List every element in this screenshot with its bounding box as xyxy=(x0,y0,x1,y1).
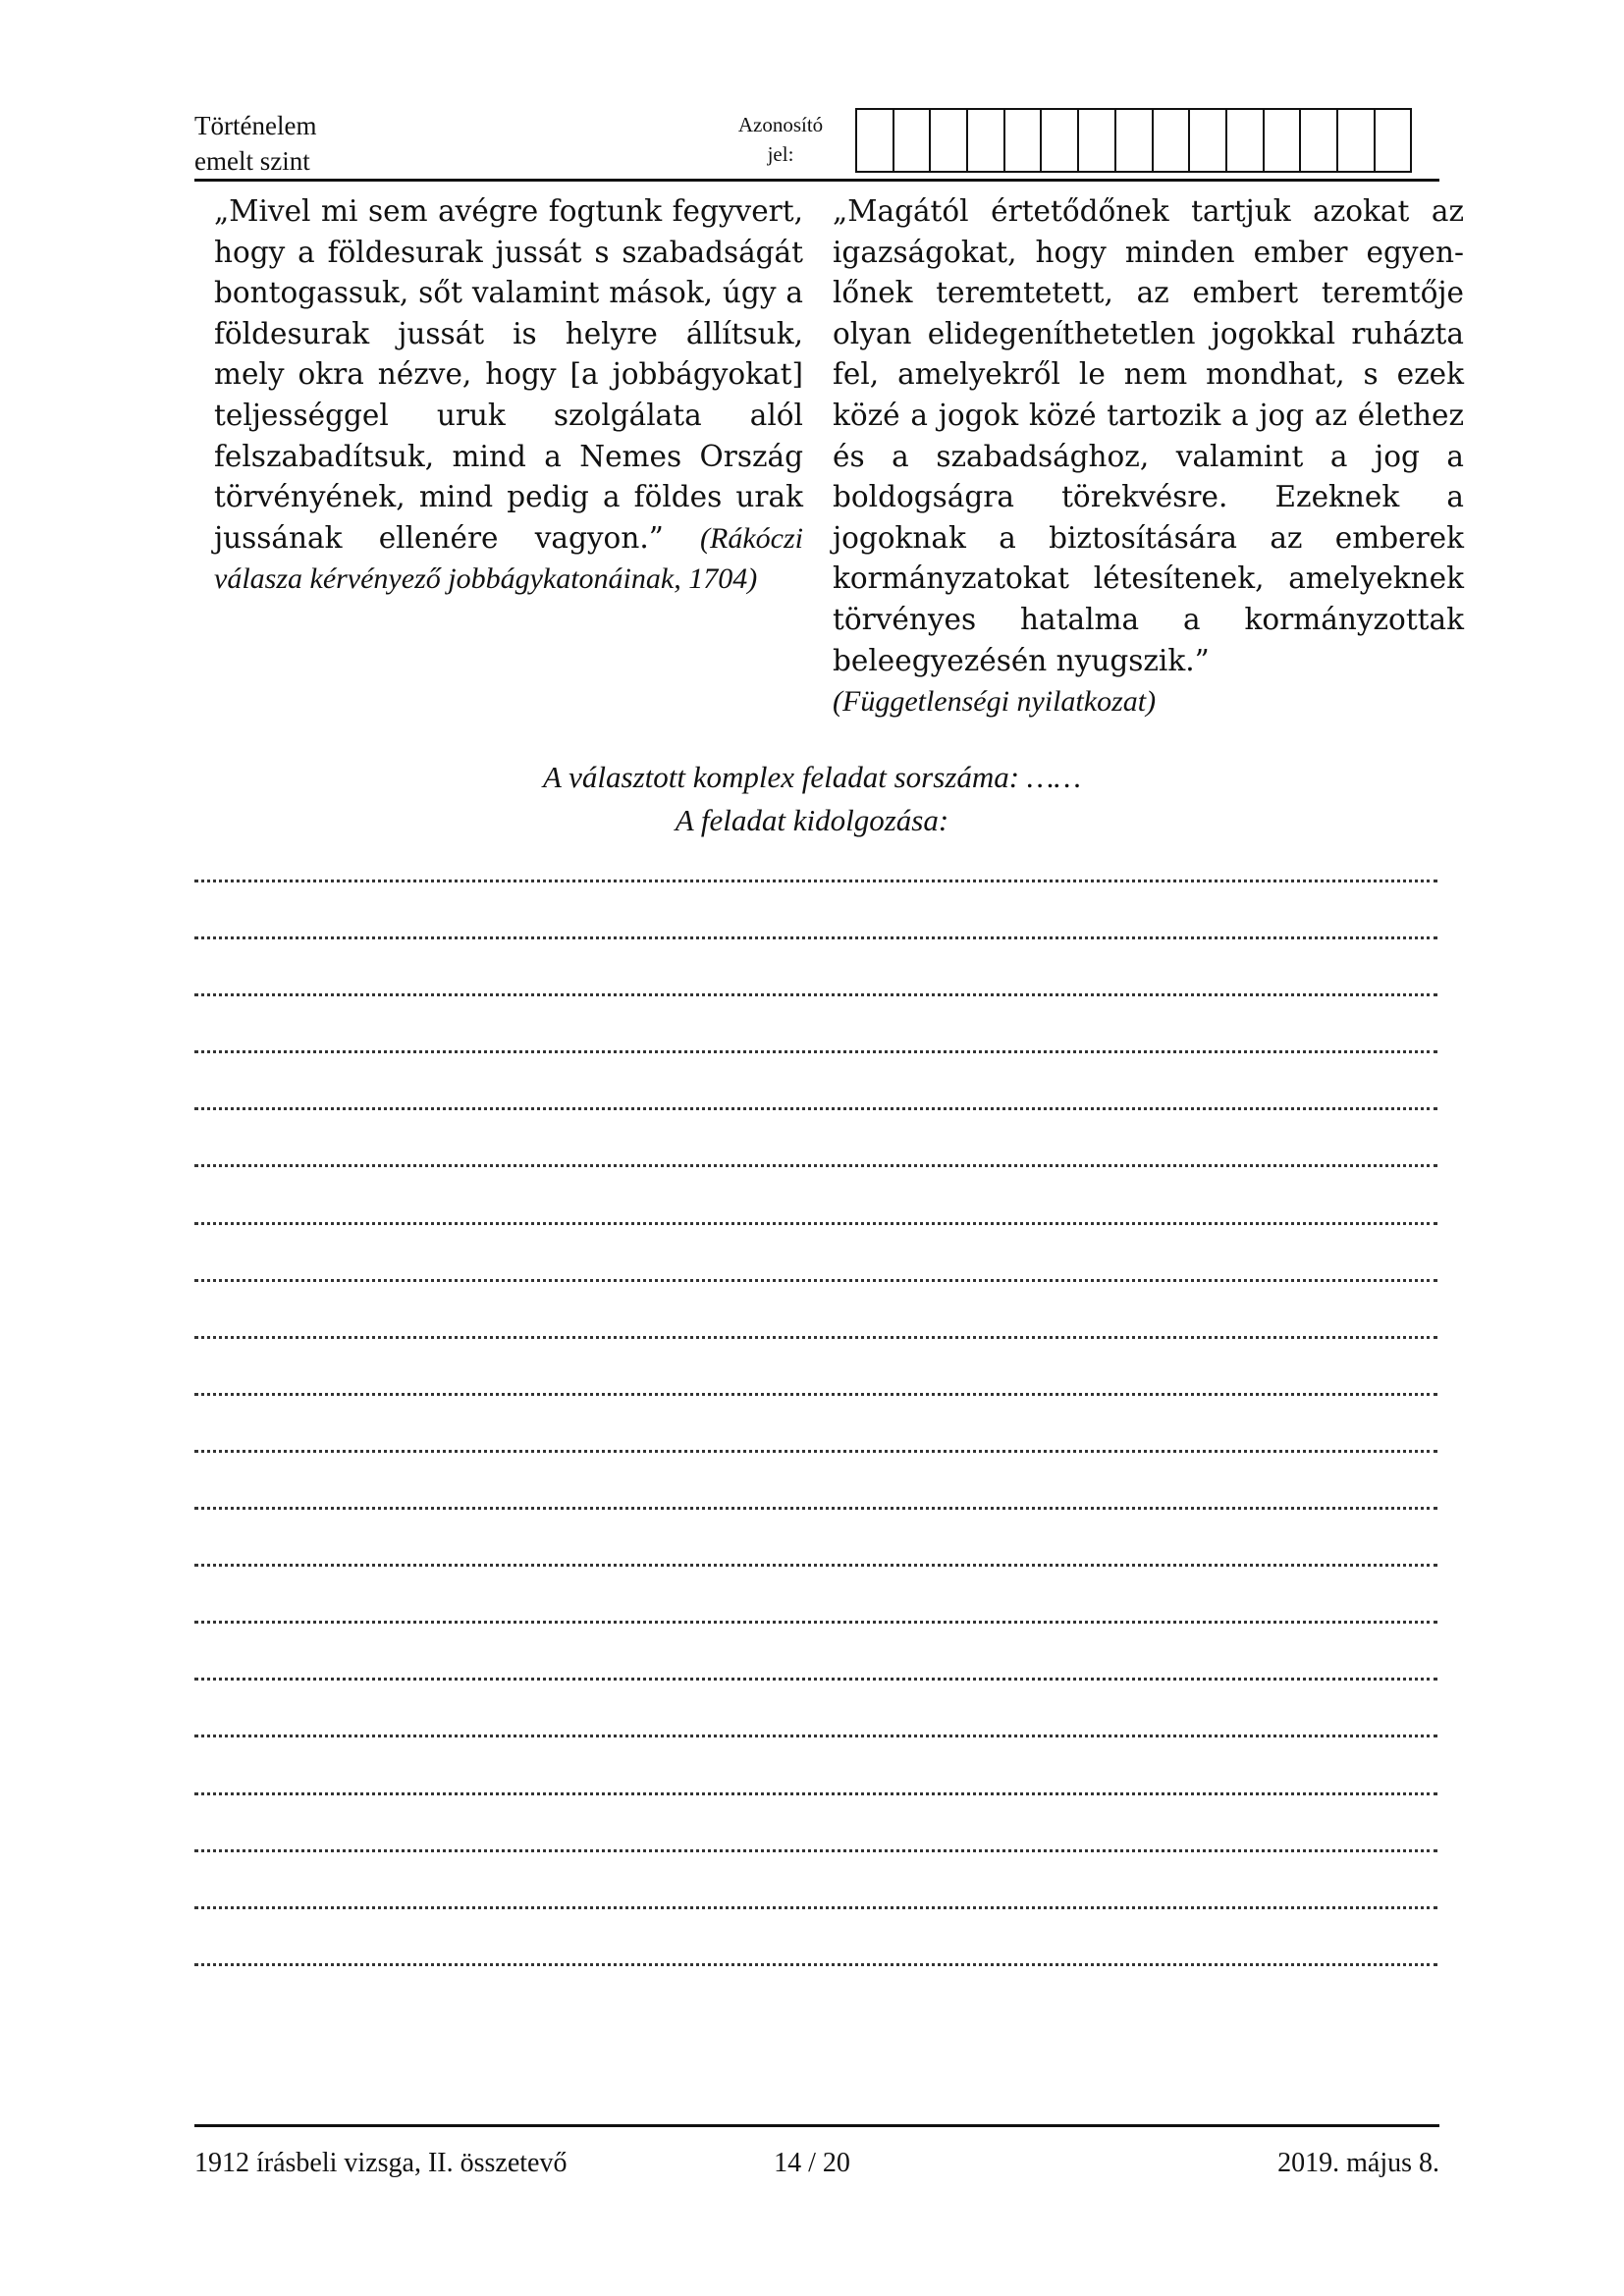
footer-page-number: 14 / 20 xyxy=(774,2148,850,2178)
answer-line[interactable] xyxy=(194,1137,1441,1194)
answer-line[interactable] xyxy=(194,1479,1441,1536)
answer-line[interactable] xyxy=(194,1023,1441,1080)
answer-line[interactable] xyxy=(194,909,1441,966)
identifier-box[interactable] xyxy=(1005,108,1043,173)
task-elaboration-label: A feladat kidolgozása: xyxy=(675,803,949,837)
answer-line[interactable] xyxy=(194,1822,1441,1879)
identifier-boxes xyxy=(855,108,1412,173)
answer-line[interactable] xyxy=(194,966,1441,1023)
answer-area[interactable] xyxy=(194,852,1441,1993)
identifier-box[interactable] xyxy=(857,108,894,173)
subject-title: Történelem xyxy=(194,111,317,140)
quote-declaration xyxy=(833,191,1464,722)
answer-line[interactable] xyxy=(194,1765,1441,1822)
quote-rakoczi-source: (Rákóczi válasza kérvényező jobbágykatonáinak, 1704) xyxy=(214,521,803,596)
identifier-label-line2: jel: xyxy=(767,142,794,166)
answer-line[interactable] xyxy=(194,1080,1441,1137)
answer-line[interactable] xyxy=(194,1707,1441,1764)
answer-line[interactable] xyxy=(194,1650,1441,1707)
answer-line[interactable] xyxy=(194,1936,1441,1993)
answer-line[interactable] xyxy=(194,852,1441,909)
identifier-box[interactable] xyxy=(1042,108,1079,173)
answer-line[interactable] xyxy=(194,1536,1441,1593)
answer-line[interactable] xyxy=(194,1593,1441,1650)
quote-declaration-text: „Magától értetődőnek tartjuk azokat az igazságokat, hogy minden ember egyenlőnek teremtetett, az embert teremtője olyan elidegeníthetetlen jogokkal ruházta fel, amelyekről le nem mondhat, s ezek közé a jogok közé tartozik a jog az élethez és a szabadsághoz, valamint a jog a boldogságra törekvésre. Ezeknek a jogoknak a biztosítására az emberek kormányzatokat létesítenek, amelyeknek törvényes hatalma a kormányzottak beleegyezésén nyugszik.” xyxy=(833,194,1464,677)
answer-line[interactable] xyxy=(194,1308,1441,1365)
quote-rakoczi-text: „Mivel mi sem avégre fogtunk fegyvert, hogy a földesurak jussát s szabadságát bontogassuk, sőt valamint mások, úgy a földesurak jussát is helyre állítsuk, mely okra nézve, hogy [a jobbágyokat] teljességgel uruk szolgálata alól felszabadítsuk, mind a Nemes Ország törvényének, mind pedig a földes urak jussának ellenére vagyon.” xyxy=(214,194,803,555)
answer-line[interactable] xyxy=(194,1195,1441,1252)
identifier-box[interactable] xyxy=(1376,108,1413,173)
identifier-box[interactable] xyxy=(1338,108,1376,173)
footer-date: 2019. május 8. xyxy=(1277,2148,1439,2178)
identifier-box[interactable] xyxy=(1227,108,1265,173)
identifier-box[interactable] xyxy=(1265,108,1302,173)
footer-exam: 1912 írásbeli vizsga, II. összetevő xyxy=(194,2148,568,2178)
identifier-box[interactable] xyxy=(931,108,968,173)
task-heading xyxy=(0,756,1624,842)
answer-line[interactable] xyxy=(194,1879,1441,1936)
identifier-box[interactable] xyxy=(1116,108,1154,173)
header-divider xyxy=(194,179,1439,182)
quote-rakoczi xyxy=(214,191,803,600)
identifier-box[interactable] xyxy=(894,108,932,173)
subject-level: emelt szint xyxy=(194,146,310,176)
answer-line[interactable] xyxy=(194,1365,1441,1422)
page-header-subject xyxy=(194,108,316,179)
chosen-task-number: A választott komplex feladat sorszáma: …… xyxy=(543,760,1081,794)
answer-line[interactable] xyxy=(194,1422,1441,1479)
identifier-box[interactable] xyxy=(968,108,1005,173)
identifier-box[interactable] xyxy=(1190,108,1227,173)
answer-line[interactable] xyxy=(194,1252,1441,1308)
identifier-box[interactable] xyxy=(1154,108,1191,173)
identifier-label xyxy=(717,110,844,169)
identifier-label-line1: Azonosító xyxy=(737,113,824,136)
identifier-box[interactable] xyxy=(1301,108,1338,173)
quote-declaration-source: (Függetlenségi nyilatkozat) xyxy=(833,685,1157,719)
footer-divider xyxy=(194,2124,1439,2127)
identifier-box[interactable] xyxy=(1079,108,1116,173)
